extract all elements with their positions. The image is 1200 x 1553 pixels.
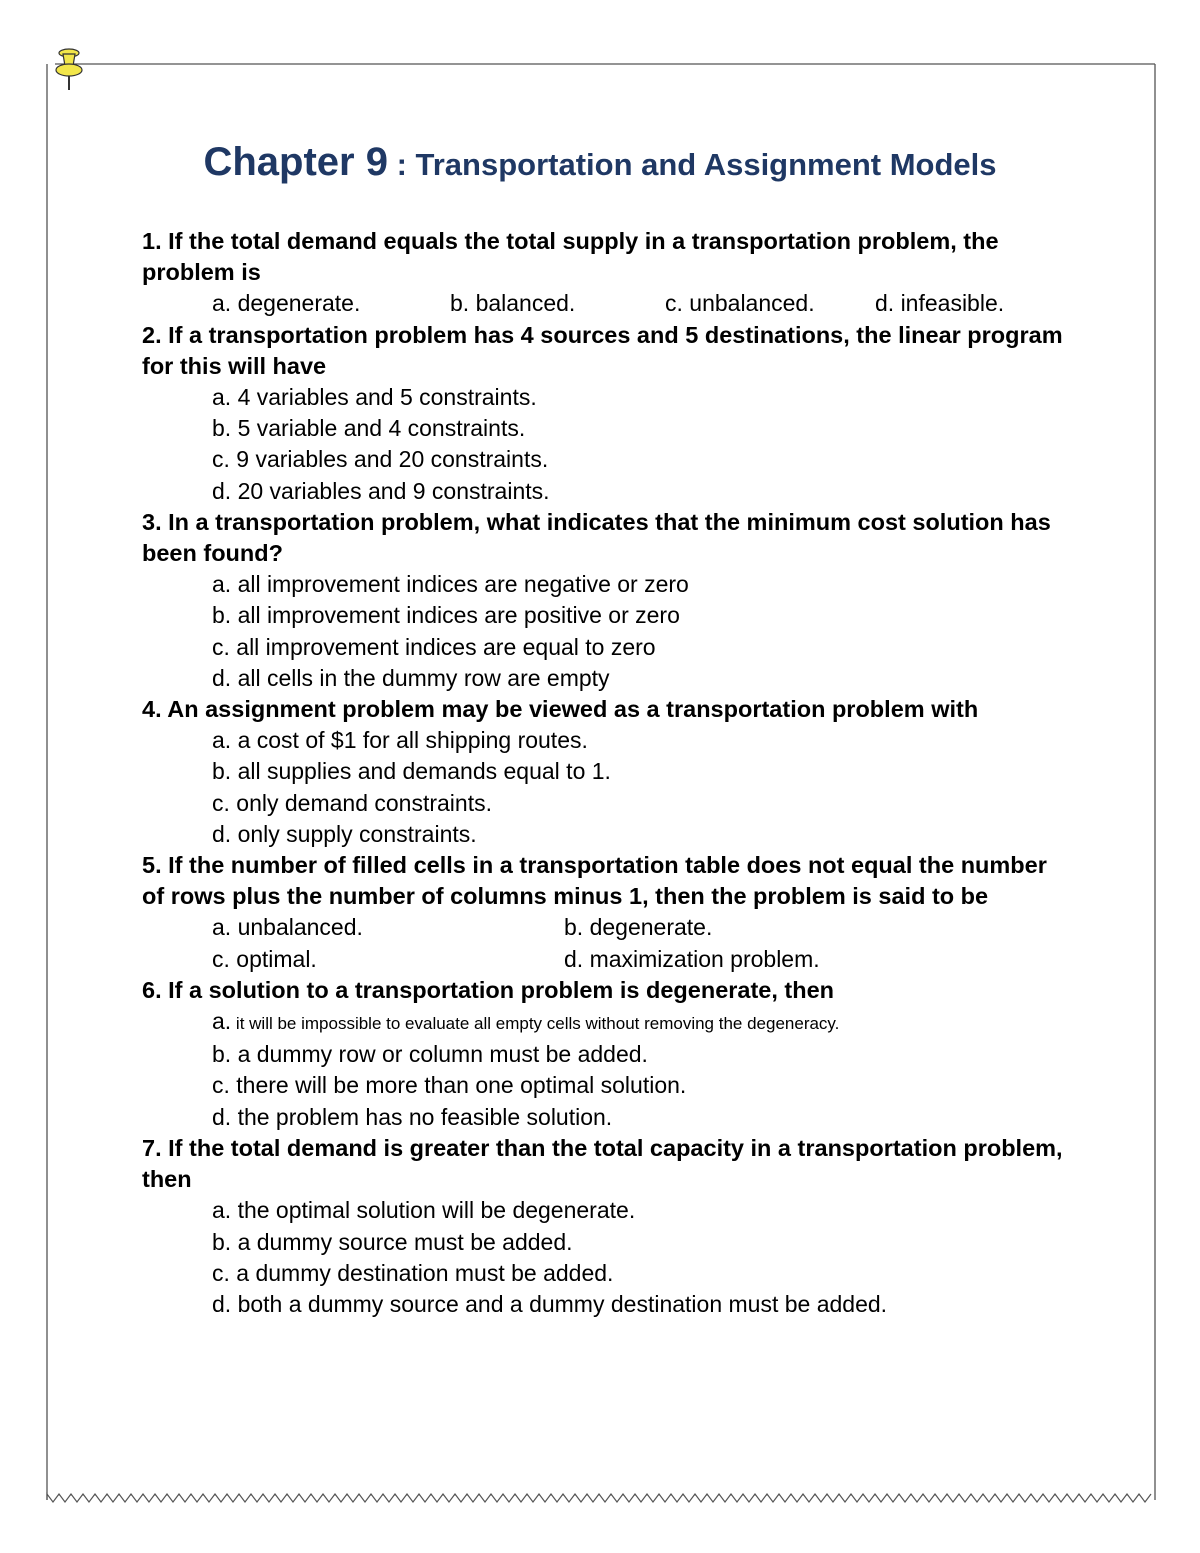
q4-option-b: b. all supplies and demands equal to 1. [212, 758, 611, 785]
q6-option-c: c. there will be more than one optimal solution. [212, 1072, 687, 1099]
q3-option-b: b. all improvement indices are positive or zero [212, 602, 680, 629]
chapter-subtitle: : Transportation and Assignment Models [387, 147, 997, 182]
question-5: 5. If the number of filled cells in a transportation table does not equal the number of rows plus the number of columns minus 1, then the problem is said to be [142, 852, 1047, 910]
chapter-label: Chapter 9 [203, 140, 388, 184]
q3-option-c: c. all improvement indices are equal to zero [212, 633, 656, 660]
q6-option-b: b. a dummy row or column must be added. [212, 1041, 648, 1068]
question-list [142, 226, 1072, 1320]
q3-option-a: a. all improvement indices are negative or zero [212, 571, 689, 598]
q3-option-d: d. all cells in the dummy row are empty [212, 664, 610, 691]
q6-option-a-text: it will be impossible to evaluate all empty cells without removing the degeneracy. [231, 1014, 840, 1034]
q6-option-a [212, 1006, 1072, 1039]
question-1: 1. If the total demand equals the total supply in a transportation problem, the problem is [142, 228, 999, 286]
page-title [0, 140, 1200, 185]
q4-option-d: d. only supply constraints. [212, 820, 477, 847]
q4-option-c: c. only demand constraints. [212, 789, 492, 816]
question-2: 2. If a transportation problem has 4 sources and 5 destinations, the linear program for this will have [142, 321, 1063, 379]
q1-option-c: c. unbalanced. [665, 290, 815, 317]
q2-option-c: c. 9 variables and 20 constraints. [212, 446, 549, 473]
q1-option-b: b. balanced. [450, 290, 576, 317]
question-3: 3. In a transportation problem, what indicates that the minimum cost solution has been found? [142, 508, 1051, 567]
question-4: 4. An assignment problem may be viewed as a transportation problem with [142, 696, 979, 723]
question-6: 6. If a solution to a transportation problem is degenerate, then [142, 976, 835, 1003]
q2-option-a: a. 4 variables and 5 constraints. [212, 384, 537, 411]
q1-option-a: a. degenerate. [212, 290, 361, 317]
q7-option-a: a. the optimal solution will be degenerate. [212, 1197, 636, 1224]
q5-option-a: a. unbalanced. [212, 914, 363, 941]
q2-option-d: d. 20 variables and 9 constraints. [212, 477, 550, 504]
q5-option-d: d. maximization problem. [564, 945, 820, 972]
q5-option-b: b. degenerate. [564, 914, 713, 941]
q5-options-row-2 [212, 944, 1072, 975]
q4-option-a: a. a cost of $1 for all shipping routes. [212, 727, 588, 754]
q7-option-d: d. both a dummy source and a dummy destination must be added. [212, 1290, 888, 1317]
question-7: 7. If the total demand is greater than the total capacity in a transportation problem, then [142, 1134, 1063, 1193]
q5-option-c: c. optimal. [212, 945, 317, 972]
q7-option-b: b. a dummy source must be added. [212, 1228, 573, 1255]
q2-option-b: b. 5 variable and 4 constraints. [212, 415, 526, 442]
pushpin-icon [56, 49, 82, 90]
q5-options-row-1 [212, 912, 1072, 943]
question-1-options [212, 288, 1072, 319]
q6-option-d: d. the problem has no feasible solution. [212, 1103, 613, 1130]
q1-option-d: d. infeasible. [875, 290, 1005, 317]
q6-option-a-letter: a. [212, 1008, 232, 1035]
q7-option-c: c. a dummy destination must be added. [212, 1259, 614, 1286]
